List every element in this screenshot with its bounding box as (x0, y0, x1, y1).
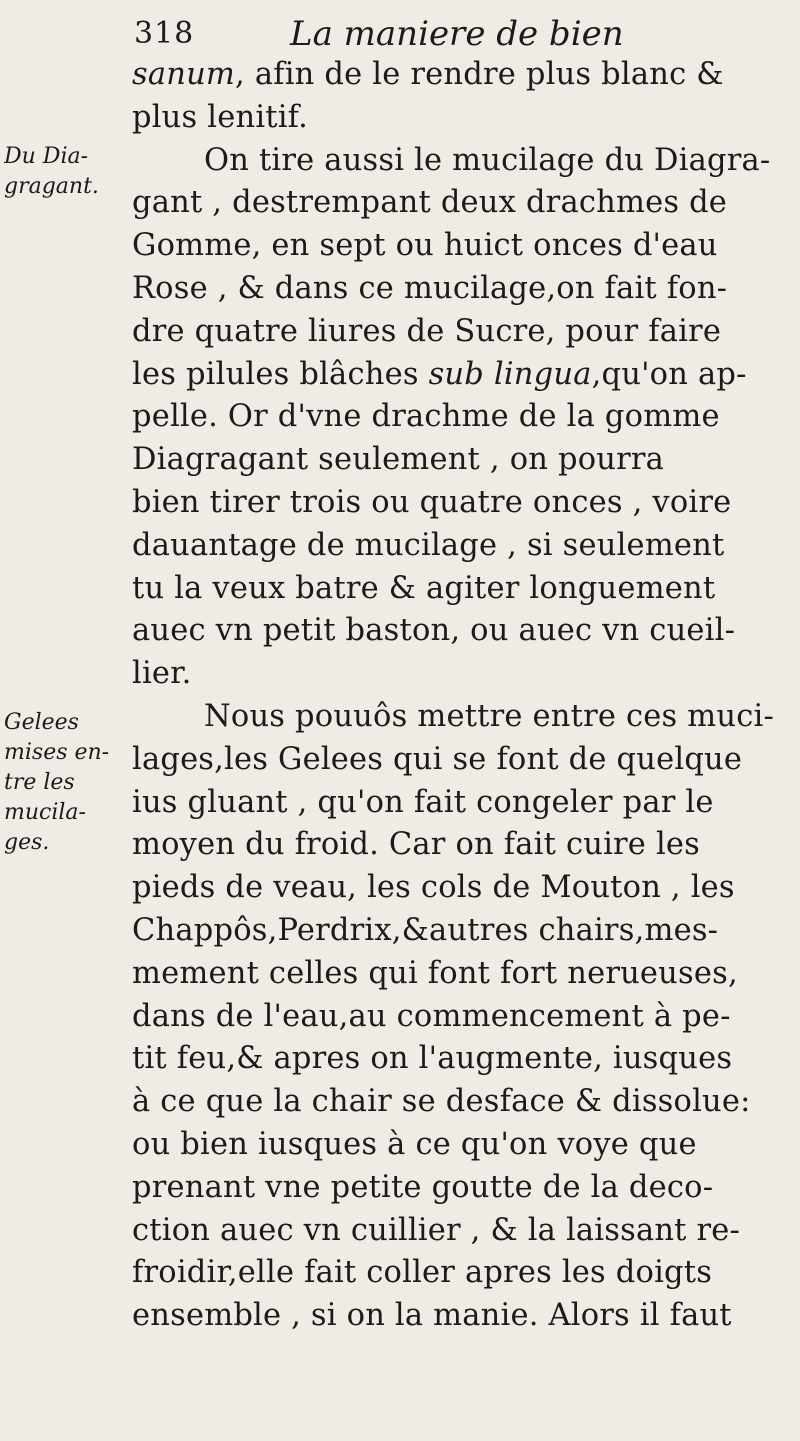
text-line: dre quatre liures de Sucre, pour faire (132, 313, 722, 349)
text-line: pelle. Or d'vne drachme de la gomme (132, 399, 720, 435)
page-number: 318 (134, 16, 195, 51)
text-line: dans de l'eau,au commencement à pe- (132, 998, 731, 1034)
italic-phrase: sub lingua (428, 356, 592, 392)
text-line: dauantage de mucilage , si seulement (132, 527, 725, 563)
text-line: gant , destrempant deux drachmes de (132, 185, 728, 221)
margin-note-diagragant (4, 142, 122, 202)
paragraph-start-line: On tire aussi le mucilage du Diagra- (204, 142, 771, 178)
text-line: prenant vne petite goutte de la deco- (132, 1169, 714, 1205)
margin-note-line: tre les (4, 770, 75, 795)
margin-note-line: ges. (4, 830, 50, 855)
line-text: , afin de le rendre plus blanc & (235, 57, 724, 92)
text-line: Gomme, en sept ou huict onces d'eau (132, 228, 718, 264)
text-line: ius gluant , qu'on fait congeler par le (132, 784, 714, 820)
margin-note-line: gragant. (4, 174, 99, 199)
text-line: Diagragant seulement , on pourra (132, 442, 665, 478)
text-line (132, 354, 792, 397)
margin-note-line: mises en- (4, 740, 110, 765)
text-line: ou bien iusques à ce qu'on voye que (132, 1126, 697, 1162)
text-line: tit feu,& apres on l'augmente, iusques (132, 1041, 733, 1077)
text-line: lier. (132, 656, 192, 692)
margin-note-line: Gelees (4, 710, 79, 735)
line-text: les pilules blâches (132, 356, 429, 392)
page-header (118, 12, 638, 56)
margin-note-line: Du Dia- (4, 144, 89, 169)
body-text (132, 54, 792, 1338)
text-line: Chappôs,Perdrix,&autres chairs,mes- (132, 912, 719, 948)
text-line (132, 54, 792, 97)
text-line: pieds de veau, les cols de Mouton , les (132, 870, 735, 906)
text-line: bien tirer trois ou quatre onces , voire (132, 484, 732, 520)
text-line: mement celles qui font fort nerueuses, (132, 955, 738, 991)
text-line: plus lenitif. (132, 99, 308, 135)
paragraph-start-line: Nous pouuôs mettre entre ces muci- (204, 698, 774, 734)
text-line: moyen du froid. Car on fait cuire les (132, 827, 701, 863)
italic-word: sanum (132, 57, 236, 92)
text-line: ction auec vn cuillier , & la laissant re- (132, 1212, 741, 1248)
margin-note-line: mucila- (4, 800, 86, 825)
text-line: auec vn petit baston, ou auec vn cueil- (132, 613, 736, 649)
margin-note-gelees (4, 708, 122, 858)
text-line: lages,les Gelees qui se font de quelque (132, 741, 743, 777)
text-line: froidir,elle fait coller apres les doigts (132, 1255, 713, 1291)
line-text: ,qu'on ap- (591, 356, 747, 392)
running-head: La maniere de bien (290, 14, 624, 54)
text-line: ensemble , si on la manie. Alors il faut (132, 1298, 732, 1334)
text-line: tu la veux batre & agiter longuement (132, 570, 716, 606)
text-line: à ce que la chair se desface & dissolue: (132, 1084, 751, 1120)
text-line: Rose , & dans ce mucilage,on fait fon- (132, 270, 728, 306)
